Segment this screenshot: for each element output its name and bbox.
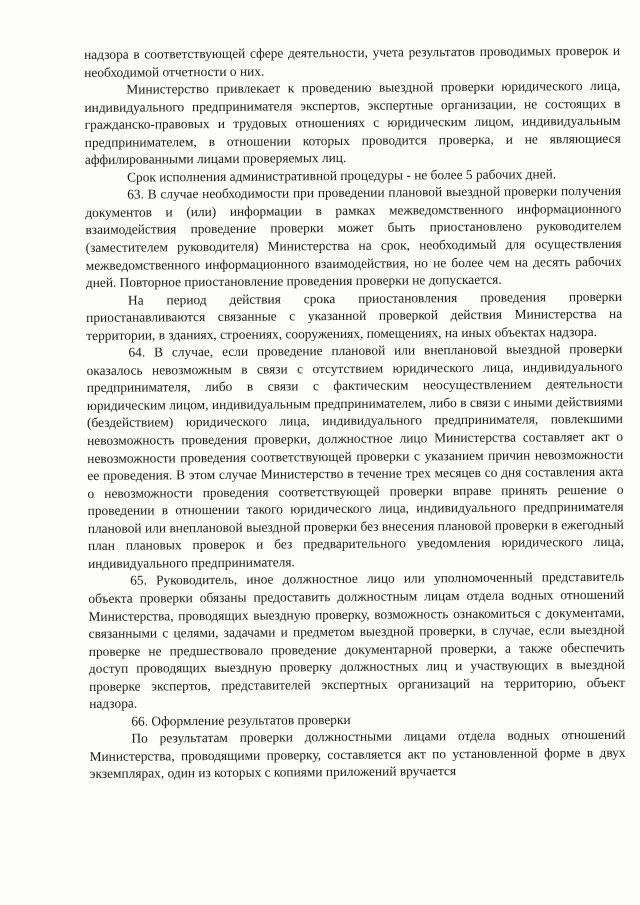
paragraph-continuation: надзора в соответствующей сфере деятельности, учета результатов проводимых проверок и необходимой отчетности о них. — [84, 42, 621, 80]
paragraph-65: 65. Руководитель, иное должностное лицо или уполномоченный представитель объекта проверки обязаны предоставить должностным лицам отдела водных отношений Министерства, проводящих выездную проверку, возможность ознакомиться с документами, связанными с целями, задачами и предметом выездной проверки, в случае, если выездной проверке не предшествовало проведение документарной проверки, а также обеспечить доступ проводящих выездную проверку должностных лиц и участвующих в выездной проверке экспертов, представителей экспертных организаций на территорию, объект надзора. — [88, 569, 626, 712]
paragraph-deadline: Срок исполнения административной процедуры - не более 5 рабочих дней. — [126, 166, 557, 185]
paragraph-results: По результатам проверки должностными лицами отдела водных отношений Министерства, проводящими проверку, составляется акт по установленной форме в двух экземплярах, один из которых с копиями приложений вручается — [89, 727, 626, 782]
paragraph-63: 63. В случае необходимости при проведении плановой выездной проверки получения документов и (или) информации в рамках межведомственного информационного взаимодействия проведение проверки может быть приостановлено руководителем (заместителем руководителя) Министерства на срок, необходимый для осуществления межведомственного информационного взаимодействия, но не более чем на десять рабочих дней. Повторное приостановление проведения проверки не допускается. — [85, 183, 622, 291]
paragraph-66-heading: 66. Оформление результатов проверки — [131, 711, 351, 729]
paragraph-64: 64. В случае, если проведение плановой или внеплановой выездной проверки оказалось невозможным в связи с отсутствием юридического лица, индивидуального предпринимателя, либо в связи с фактическим неосуществлением деятельности юридическим лицом, индивидуальным предпринимателем, либо в связи с иными действиями (бездействием) юридического лица, индивидуального предпринимателя, повлекшими невозможность проведения проверки, должностное лицо Министерства составляет акт о невозможности проведения соответствующей проверки с указанием причин невозможности ее проведения. В этом случае Министерство в течение трех месяцев со дня составления акта о невозможности проведения соответствующей проверки вправе принять решение о проведении в отношении такого юридического лица, индивидуального предпринимателя плановой или внеплановой выездной проверки без внесения плановой проверки в ежегодный план плановых проверок и без предварительного уведомления юридического лица, индивидуального предпринимателя. — [86, 341, 624, 571]
paragraph-experts: Министерство привлекает к проведению выездной проверки юридического лица, индивидуального предпринимателя экспертов, экспертные организации, не состоящих в гражданско-правовых и трудовых отношениях с юридическим лицом, индивидуальным предпринимателем, в отношении которых проводится проверка, и не являющиеся аффилированными лицами проверяемых лиц. — [84, 77, 621, 168]
paragraph-suspension: На период действия срока приостановления проведения проверки приостанавливаются связанные с указанной проверкой действия Министерства на территории, в зданиях, строениях, сооружениях, помещениях, на иных объектах надзора. — [86, 288, 623, 343]
document-text-body — [84, 42, 626, 783]
